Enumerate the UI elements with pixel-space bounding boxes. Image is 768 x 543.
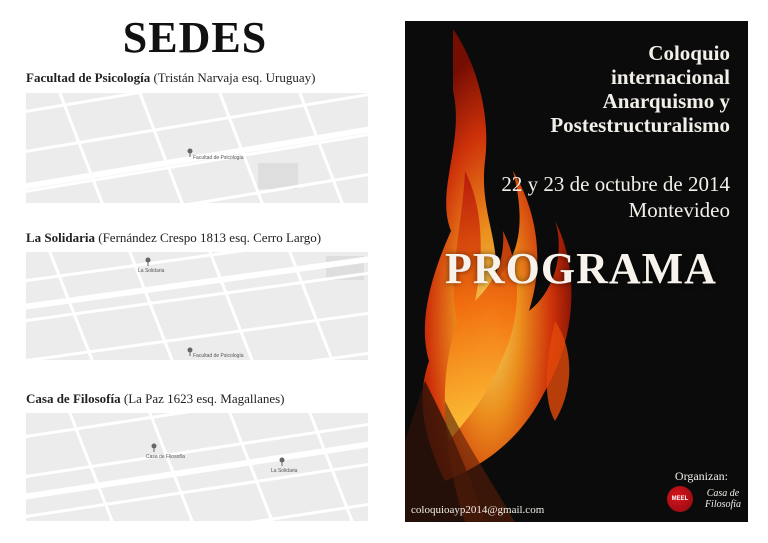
casa-filosofia-logo: Casa de Filosofía: [704, 488, 742, 510]
venue-label-psicologia: [26, 70, 315, 86]
event-date-place: [501, 171, 730, 223]
venue-address: (Tristán Narvaja esq. Uruguay): [153, 70, 316, 85]
venue-address: (Fernández Crespo 1813 esq. Cerro Largo): [98, 230, 322, 245]
map-solidaria[interactable]: [26, 252, 368, 360]
title-line: Anarquismo y: [602, 89, 730, 113]
contact-email[interactable]: coloquioayp2014@gmail.com: [411, 504, 545, 516]
title-line: Postestructuralismo: [550, 113, 730, 137]
pin-label: Facultad de Psicología: [193, 353, 244, 359]
map-psicologia[interactable]: [26, 93, 368, 203]
map-casa-filosofia[interactable]: [26, 413, 368, 521]
title-line: Coloquio: [648, 41, 730, 65]
pin-label: Facultad de Psicología: [193, 155, 244, 161]
pin-label: La Solidaria: [271, 468, 298, 474]
pin-label: La Solidaria: [138, 268, 165, 274]
title-line: internacional: [611, 65, 730, 89]
sedes-title: SEDES: [122, 13, 268, 62]
venue-label-casa-filosofia: [26, 391, 285, 407]
event-date: 22 y 23 de octubre de 2014: [501, 172, 730, 196]
venue-label-solidaria: [26, 230, 321, 246]
meel-logo-text: MEEL: [671, 496, 689, 502]
programa-heading: PROGRAMA: [445, 244, 717, 293]
poster: [405, 21, 748, 522]
venue-address: (La Paz 1623 esq. Magallanes): [123, 391, 285, 406]
meel-logo: [667, 486, 693, 512]
venue-name: La Solidaria: [26, 230, 95, 245]
pin-label: Casa de Filosofía: [146, 454, 185, 460]
venue-name: Casa de Filosofía: [26, 391, 121, 406]
event-city: Montevideo: [628, 198, 730, 222]
venue-name: Facultad de Psicología: [26, 70, 151, 85]
event-title: [550, 41, 730, 137]
organizers-label: Organizan:: [674, 469, 728, 483]
